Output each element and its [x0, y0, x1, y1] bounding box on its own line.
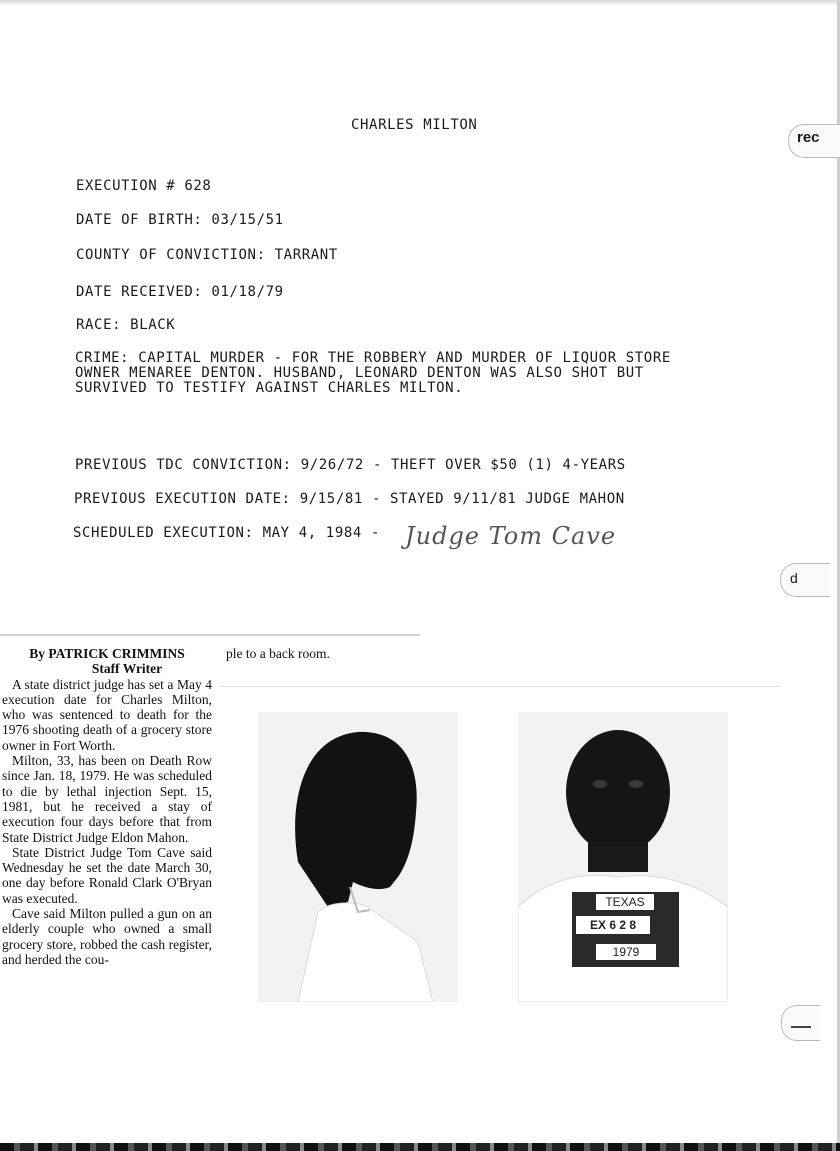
article-paragraph: Milton, 33, has been on Death Row since Jan. 18, 1979. He was scheduled to die by lethal injection Sept. 15, 1981, but he received a stay of execution four days before that from State District Judge Eldon Mahon.: [2, 753, 212, 845]
scan-edge-top: [0, 0, 840, 6]
placard-number: EX 6 2 8: [576, 916, 650, 934]
scheduled-execution: SCHEDULED EXECUTION: MAY 4, 1984 -: [73, 525, 380, 541]
county-of-conviction: COUNTY OF CONVICTION: TARRANT: [76, 247, 338, 263]
file-tab-d: d: [780, 563, 830, 597]
clipping-edge: [220, 686, 780, 687]
handwritten-judge-note: Judge Tom Cave: [405, 522, 617, 550]
previous-execution-date: PREVIOUS EXECUTION DATE: 9/15/81 - STAYED 9/11/81 JUDGE MAHON: [74, 491, 625, 507]
placard-year: 1979: [596, 944, 656, 960]
date-received: DATE RECEIVED: 01/18/79: [76, 284, 284, 300]
crime-line: SURVIVED TO TESTIFY AGAINST CHARLES MILTON.: [75, 380, 464, 396]
placard-state: TEXAS: [596, 894, 654, 910]
article-byline: By PATRICK CRIMMINS: [29, 646, 185, 661]
clipping-edge: [0, 634, 420, 636]
newspaper-clipping: [2, 646, 212, 967]
execution-number: EXECUTION # 628: [76, 178, 212, 194]
race: RACE: BLACK: [76, 317, 176, 333]
previous-conviction: PREVIOUS TDC CONVICTION: 9/26/72 - THEFT OVER $50 (1) 4-YEARS: [75, 457, 626, 473]
article-continuation: ple to a back room.: [226, 646, 330, 661]
crime-line: OWNER MENAREE DENTON. HUSBAND, LEONARD DENTON WAS ALSO SHOT BUT: [75, 365, 644, 381]
file-tab-rec: rec: [788, 124, 840, 158]
article-paragraph: A state district judge has set a May 4 execution date for Charles Milton, who was sentenced to death for the 1976 shooting death of a grocery store owner in Fort Worth.: [2, 676, 212, 753]
file-tab-blank: [781, 1005, 820, 1041]
scan-edge-bottom: [0, 1143, 840, 1151]
article-paragraph: Cave said Milton pulled a gun on an elderly couple who owned a small grocery store, robbed the cash register, and herded the cou-: [2, 906, 212, 967]
mugshot-profile-photo: [258, 712, 458, 1002]
inmate-name: CHARLES MILTON: [351, 117, 478, 133]
crime-line: CRIME: CAPITAL MURDER - FOR THE ROBBERY AND MURDER OF LIQUOR STORE: [75, 350, 671, 366]
crime-description: [75, 351, 755, 396]
booking-placard: [572, 892, 679, 967]
article-paragraph: State District Judge Tom Cave said Wednesday he set the date March 30, one day before Ronald Clark O'Bryan was executed.: [2, 844, 212, 906]
date-of-birth: DATE OF BIRTH: 03/15/51: [76, 212, 284, 228]
article-role: Staff Writer: [91, 661, 163, 677]
